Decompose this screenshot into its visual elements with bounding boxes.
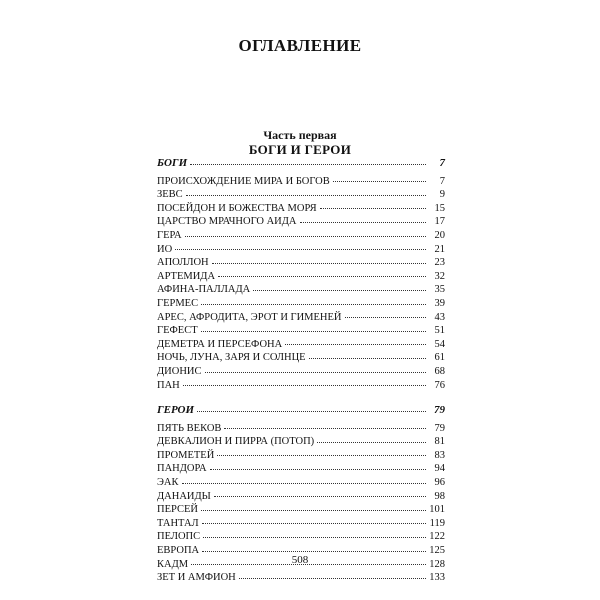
toc-leader-dots [202, 550, 426, 552]
toc-entry-page: 68 [434, 365, 445, 377]
toc-leader-dots [175, 248, 426, 250]
toc-leader-dots [320, 207, 426, 209]
toc-entry-page: 15 [434, 202, 445, 214]
toc-entry-name: ЗЕВС [157, 189, 183, 201]
toc-entry-page: 54 [434, 338, 445, 350]
toc-leader-dots [203, 536, 426, 538]
toc-leader-dots [253, 289, 426, 291]
toc-entry-name: ДЕВКАЛИОН И ПИРРА (ПОТОП) [157, 436, 315, 448]
toc-entry [157, 490, 445, 504]
toc-leader-dots [309, 357, 426, 359]
toc-entry-name: ГЕФЕСТ [157, 325, 198, 337]
toc-entry-page: 9 [439, 189, 445, 201]
toc-entry-page: 133 [429, 572, 445, 584]
toc-entry-name: ЭАК [157, 477, 179, 489]
toc-entry-name: ПЕЛОПС [157, 531, 201, 543]
toc-entry-page: 119 [429, 517, 445, 529]
toc-entry [157, 530, 445, 544]
toc-entry-page: 98 [434, 490, 445, 502]
toc-leader-dots [317, 441, 426, 443]
toc-entry [157, 571, 445, 585]
toc-entry-name: ЦАРСТВО МРАЧНОГО АИДА [157, 216, 297, 228]
toc-entry-name: АПОЛЛОН [157, 257, 209, 269]
toc-entry [157, 338, 445, 352]
toc-entry-name: ЗЕТ И АМФИОН [157, 572, 236, 584]
toc-leader-dots [190, 163, 426, 165]
toc-entry-page: 79 [434, 422, 445, 434]
toc-entry-page: 61 [434, 352, 445, 364]
toc-leader-dots [201, 330, 426, 332]
toc-entry-page: 76 [434, 379, 445, 391]
toc-entry-name: ДИОНИС [157, 365, 202, 377]
toc-section-name: ГЕРОИ [157, 404, 195, 417]
toc-leader-dots [201, 509, 426, 511]
toc-entry [157, 379, 445, 393]
toc-entry-page: 20 [434, 229, 445, 241]
toc-section-heading [157, 404, 445, 418]
toc-leader-dots [205, 371, 427, 373]
toc-leader-dots [224, 427, 426, 429]
toc-entry [157, 229, 445, 243]
toc-entry-name: ПЯТЬ ВЕКОВ [157, 422, 222, 434]
toc-entry-page: 96 [434, 477, 445, 489]
toc-entry-name: КАДМ [157, 558, 189, 570]
toc-section-page: 7 [439, 157, 445, 169]
toc-section-page: 79 [434, 404, 445, 417]
toc-leader-dots [212, 262, 426, 264]
toc-entry-name: ПЕРСЕЙ [157, 504, 198, 516]
toc-leader-dots [210, 468, 426, 470]
toc-entry [157, 435, 445, 449]
toc-entry [157, 476, 445, 490]
toc-leader-dots [285, 343, 426, 345]
toc-leader-dots [197, 410, 426, 412]
toc-entry-name: ЕВРОПА [157, 545, 200, 557]
page-number: 508 [291, 554, 309, 566]
toc-entry-name: ГЕРА [157, 229, 182, 241]
toc-entry [157, 365, 445, 379]
toc-entry-page: 128 [429, 558, 445, 570]
toc-entry [157, 297, 445, 311]
toc-entry-name: ИО [157, 243, 173, 255]
toc-entry [157, 270, 445, 284]
toc-leader-dots [239, 577, 426, 579]
toc-entry-page: 83 [434, 449, 445, 461]
toc-entry-page: 94 [434, 463, 445, 475]
toc-leader-dots [333, 180, 426, 182]
toc-leader-dots [217, 454, 426, 456]
toc-entry [157, 188, 445, 202]
toc-entry-name: АРТЕМИДА [157, 270, 216, 282]
part-label: Часть первая [263, 128, 337, 142]
toc-leader-dots [218, 275, 426, 277]
toc-leader-dots [345, 316, 426, 318]
toc-entry [157, 283, 445, 297]
toc-entry-name: ПОСЕЙДОН И БОЖЕСТВА МОРЯ [157, 202, 317, 214]
toc-entry-page: 7 [439, 175, 445, 187]
toc-entry-name: ГЕРМЕС [157, 297, 199, 309]
toc-entry [157, 517, 445, 531]
table-of-contents [157, 157, 445, 585]
section-gap [157, 392, 445, 404]
toc-entry-page: 32 [434, 270, 445, 282]
toc-entry-name: ПАНДОРА [157, 463, 207, 475]
toc-leader-dots [186, 194, 426, 196]
toc-leader-dots [202, 522, 426, 524]
toc-leader-dots [183, 384, 426, 386]
toc-entry-page: 17 [434, 216, 445, 228]
toc-entry-page: 35 [434, 284, 445, 296]
toc-entry [157, 422, 445, 436]
toc-entry-page: 81 [434, 436, 445, 448]
toc-leader-dots [300, 221, 427, 223]
toc-entry [157, 202, 445, 216]
toc-entry-name: ПАН [157, 379, 180, 391]
toc-entry-page: 122 [429, 531, 445, 543]
toc-entry [157, 351, 445, 365]
toc-leader-dots [201, 303, 426, 305]
toc-entry [157, 503, 445, 517]
toc-entry [157, 449, 445, 463]
toc-entry-name: ДАНАИДЫ [157, 490, 211, 502]
toc-section-name: БОГИ [157, 157, 188, 169]
toc-entry [157, 175, 445, 189]
toc-entry-name: ТАНТАЛ [157, 517, 199, 529]
toc-entry-page: 51 [434, 325, 445, 337]
toc-leader-dots [214, 495, 426, 497]
toc-entry [157, 256, 445, 270]
toc-entry-page: 21 [434, 243, 445, 255]
toc-entry-page: 101 [429, 504, 445, 516]
toc-entry-name: ПРОИСХОЖДЕНИЕ МИРА И БОГОВ [157, 175, 330, 187]
toc-entry-name: ДЕМЕТРА И ПЕРСЕФОНА [157, 338, 283, 350]
toc-entry [157, 462, 445, 476]
toc-entry-page: 39 [434, 297, 445, 309]
page-title: ОГЛАВЛЕНИЕ [238, 36, 362, 55]
toc-section-heading [157, 157, 445, 171]
part-title: БОГИ И ГЕРОИ [248, 142, 352, 157]
toc-leader-dots [182, 482, 426, 484]
toc-entry [157, 311, 445, 325]
toc-entry [157, 215, 445, 229]
toc-entry-name: АРЕС, АФРОДИТА, ЭРОТ И ГИМЕНЕЙ [157, 311, 342, 323]
toc-entry-page: 23 [434, 257, 445, 269]
toc-entry-name: НОЧЬ, ЛУНА, ЗАРЯ И СОЛНЦЕ [157, 352, 306, 364]
toc-entry-page: 125 [429, 545, 445, 557]
toc-entry-page: 43 [434, 311, 445, 323]
toc-leader-dots [185, 235, 426, 237]
toc-entry-name: ПРОМЕТЕЙ [157, 449, 215, 461]
toc-entry [157, 324, 445, 338]
toc-entry [157, 243, 445, 257]
toc-entry-name: АФИНА-ПАЛЛАДА [157, 284, 251, 296]
